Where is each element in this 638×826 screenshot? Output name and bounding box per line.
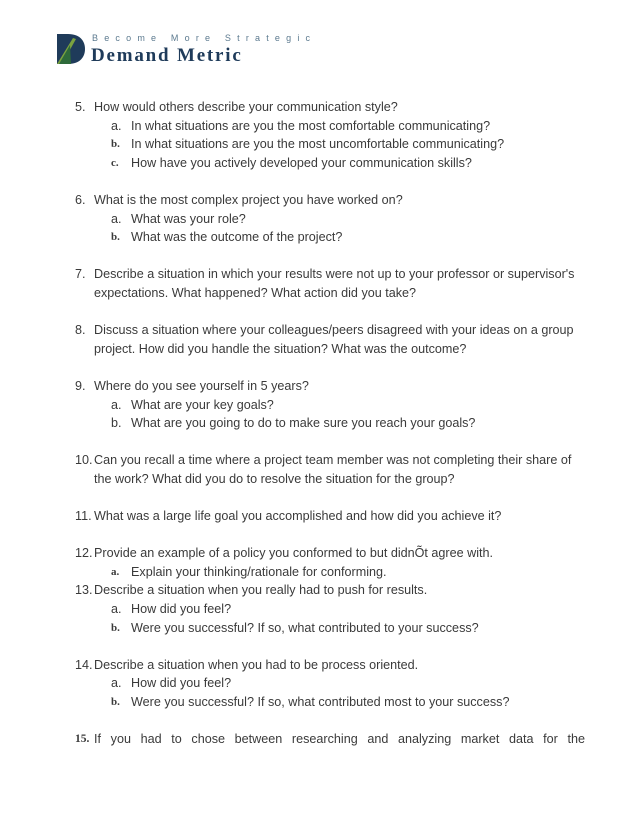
sub-text: What are your key goals? (131, 397, 274, 412)
question-text-line2: expectations. What happened? What action did you take? (94, 285, 417, 300)
question-number: 10. (75, 453, 93, 468)
question-item (75, 544, 585, 563)
question-item (75, 581, 585, 600)
demand-metric-logo-icon (56, 33, 86, 65)
question-item (75, 321, 585, 340)
tagline: Become More Strategic (92, 33, 317, 43)
sub-letter: b. (111, 621, 120, 634)
sub-question (111, 563, 585, 582)
question-number: 12. (75, 546, 93, 561)
question-text: Describe a situation when you really had to push for results. (94, 583, 428, 598)
sub-letter: a. (111, 397, 122, 412)
question-number: 8. (75, 323, 86, 338)
question-text: Provide an example of a policy you conformed to but didnÕt agree with. (94, 546, 494, 561)
sub-question (111, 674, 585, 693)
sub-letter: a. (111, 676, 122, 691)
sub-letter: a. (111, 118, 122, 133)
question-item (75, 98, 585, 117)
question-number: 15. (75, 733, 90, 746)
brand-name: Demand Metric (91, 45, 243, 66)
question-number: 11. (75, 509, 92, 524)
question-text: If you had to chose between researching and analyzing market data for the (94, 732, 585, 747)
sub-letter: b. (111, 696, 120, 708)
question-item (75, 191, 585, 210)
sub-question (111, 414, 585, 433)
sub-question (111, 210, 585, 229)
sub-text: What are you going to do to make sure you reach your goals? (131, 416, 476, 431)
sub-question (111, 396, 585, 415)
sub-text: What was your role? (131, 211, 246, 226)
sub-text: How did you feel? (131, 676, 232, 691)
sub-question (111, 228, 585, 247)
question-item (75, 656, 585, 675)
sub-letter: b. (111, 416, 122, 431)
sub-text: What was the outcome of the project? (131, 230, 343, 245)
question-text-line2: project. How did you handle the situation? What was the outcome? (94, 341, 467, 356)
sub-letter: a. (111, 565, 120, 578)
sub-letter: b. (111, 138, 120, 151)
question-text: What is the most complex project you have worked on? (94, 192, 403, 207)
logo (56, 33, 316, 73)
question-text-line1: Can you recall a time where a project team member was not completing their share of (94, 453, 572, 468)
question-number: 14. (75, 657, 93, 672)
sub-text: In what situations are you the most uncomfortable communicating? (131, 137, 505, 152)
sub-text: In what situations are you the most comfortable communicating? (131, 118, 491, 133)
question-number: 5. (75, 100, 86, 114)
sub-text: How did you feel? (131, 602, 232, 617)
sub-question (111, 135, 585, 154)
question-text: Where do you see yourself in 5 years? (94, 378, 309, 393)
question-number: 9. (75, 378, 86, 393)
question-text: How would others describe your communication style? (94, 100, 398, 114)
sub-text: Were you successful? If so, what contributed to your success? (131, 620, 479, 635)
sub-question (111, 693, 585, 712)
sub-letter: a. (111, 211, 122, 226)
question-item (75, 507, 585, 526)
sub-letter: c. (111, 156, 119, 169)
question-number: 13. (75, 583, 93, 598)
question-text-line1: Discuss a situation where your colleagues/peers disagreed with your ideas on a group (94, 323, 574, 338)
sub-text: Were you successful? If so, what contributed most to your success? (131, 695, 510, 709)
sub-text: How have you actively developed your communication skills? (131, 155, 472, 170)
question-text-line2: the work? What did you do to resolve the situation for the group? (94, 471, 455, 486)
sub-text: Explain your thinking/rationale for conforming. (131, 564, 387, 579)
question-text-line1: Describe a situation in which your results were not up to your professor or supervisor's (94, 267, 575, 282)
question-item (75, 451, 585, 470)
question-text: What was a large life goal you accomplished and how did you achieve it? (94, 509, 502, 524)
question-item (75, 265, 585, 284)
question-text: Describe a situation when you had to be process oriented. (94, 657, 419, 672)
question-number: 7. (75, 267, 86, 282)
sub-question (111, 117, 585, 136)
question-item (75, 730, 585, 749)
question-number: 6. (75, 192, 86, 207)
sub-question (111, 154, 585, 173)
sub-letter: a. (111, 602, 122, 617)
sub-question (111, 600, 585, 619)
sub-question (111, 619, 585, 638)
question-item (75, 377, 585, 396)
question-list (75, 98, 585, 749)
sub-letter: b. (111, 231, 120, 244)
